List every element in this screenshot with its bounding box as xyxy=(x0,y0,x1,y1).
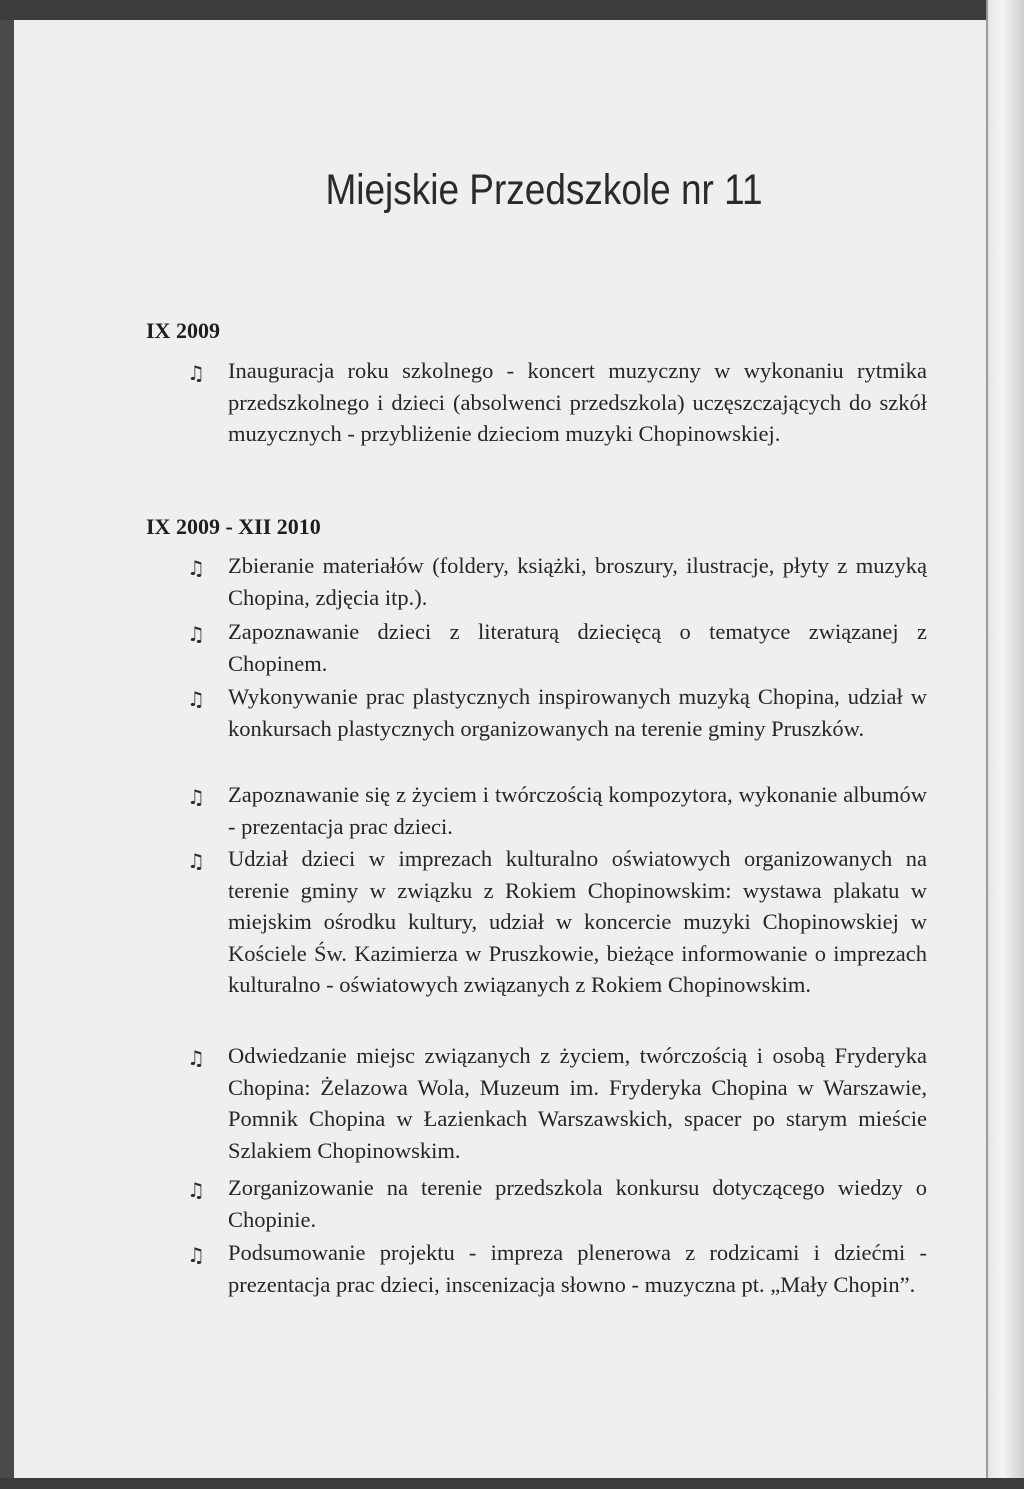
music-note-icon: ♫ xyxy=(187,556,205,580)
list-item-text: Zorganizowanie na terenie przedszkola konkursu dotyczącego wiedzy o Chopinie. xyxy=(228,1175,927,1232)
music-note-icon: ♫ xyxy=(187,1046,205,1070)
music-note-icon: ♫ xyxy=(187,687,205,711)
list-item-text: Zbieranie materiałów (foldery, książki, broszury, ilustracje, płyty z muzyką Chopina, zdjęcia itp.). xyxy=(228,553,927,610)
page-edge xyxy=(988,0,1024,1489)
music-note-icon: ♫ xyxy=(187,622,205,646)
music-note-icon: ♫ xyxy=(187,361,205,385)
music-note-icon: ♫ xyxy=(187,849,205,873)
list-item xyxy=(187,681,927,744)
scan-border-bottom xyxy=(0,1478,1024,1489)
list-item xyxy=(187,843,927,1001)
list-item-text: Zapoznawanie się z życiem i twórczością kompozytora, wykonanie albumów - prezentacja prac dzieci. xyxy=(228,782,927,839)
section-heading: IX 2009 xyxy=(146,318,220,343)
list-item xyxy=(187,616,927,679)
section-heading: IX 2009 - XII 2010 xyxy=(146,514,321,539)
list-item-text: Zapoznawanie dzieci z literaturą dziecięcą o tematyce związanej z Chopinem. xyxy=(228,619,927,676)
list-item-text: Udział dzieci w imprezach kulturalno oświatowych organizowanych na terenie gminy w związku z Rokiem Chopinowskim: wystawa plakatu w miejskim ośrodku kultury, udział w koncercie muzyki Chopinowskiej w Kościele Św. Kazimierza w Pruszkowie, bieżące informowanie o imprezach kulturalno - oświatowych związanych z Rokiem Chopinowskim. xyxy=(228,846,927,997)
music-note-icon: ♫ xyxy=(187,1178,205,1202)
list-item-text: Podsumowanie projektu - impreza plenerowa z rodzicami i dziećmi - prezentacja prac dzieci, inscenizacja słowno - muzyczna pt. „Mały Chopin”. xyxy=(228,1240,927,1297)
list-item xyxy=(187,355,927,450)
music-note-icon: ♫ xyxy=(187,1243,205,1267)
list-item-text: Odwiedzanie miejsc związanych z życiem, twórczością i osobą Fryderyka Chopina: Żelazowa Wola, Muzeum im. Fryderyka Chopina w Warszawie, Pomnik Chopina w Łazienkach Warszawskich, spacer po starym mieście Szlakiem Chopinowskim. xyxy=(228,1043,927,1163)
page-title: Miejskie Przedszkole nr 11 xyxy=(325,166,763,214)
music-note-icon: ♫ xyxy=(187,785,205,809)
list-item xyxy=(187,1040,927,1166)
list-item xyxy=(187,550,927,613)
list-item-text: Inauguracja roku szkolnego - koncert muzyczny w wykonaniu rytmika przedszkolnego i dzieci (absolwenci przedszkola) uczęszczających do szkół muzycznych - przybliżenie dzieciom muzyki Chopinowskiej. xyxy=(228,358,927,446)
list-item xyxy=(187,779,927,842)
scan-border-top xyxy=(0,0,1024,20)
list-item xyxy=(187,1237,927,1300)
list-item-text: Wykonywanie prac plastycznych inspirowanych muzyką Chopina, udział w konkursach plastycznych organizowanych na terenie gminy Pruszków. xyxy=(228,684,927,741)
list-item xyxy=(187,1172,927,1235)
